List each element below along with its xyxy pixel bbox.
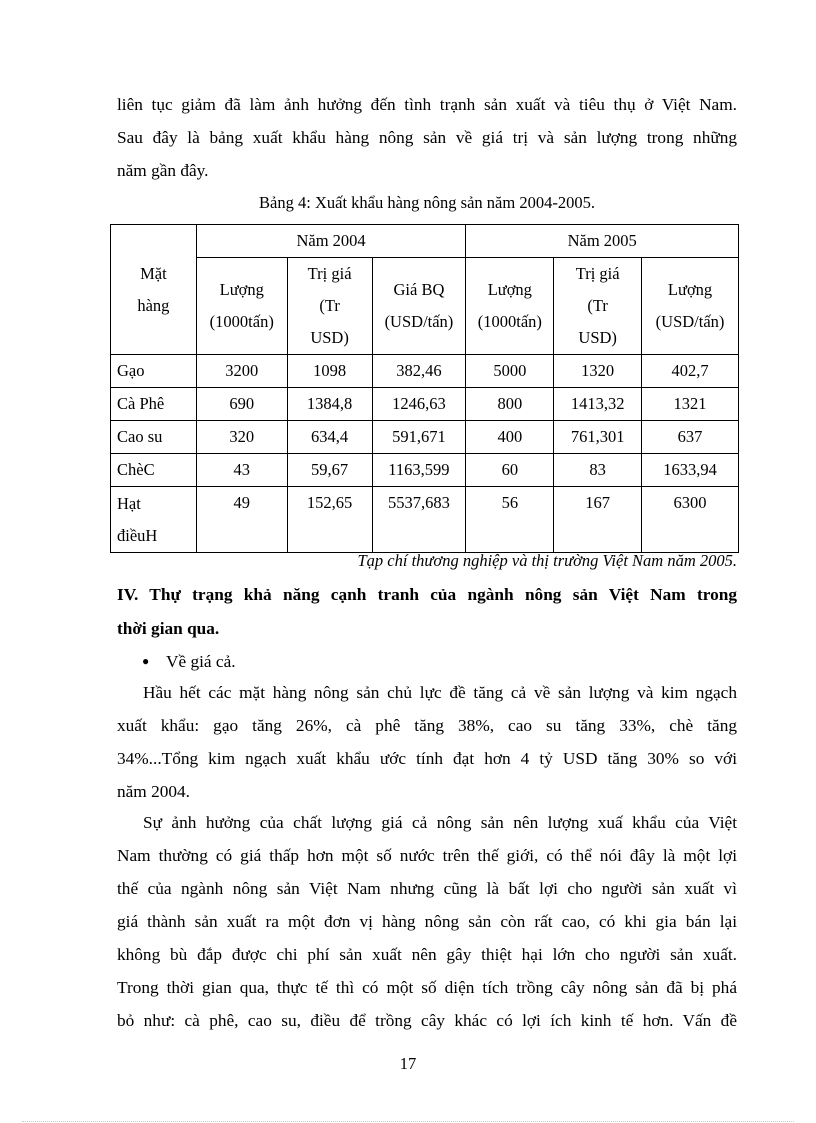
table-row — [111, 355, 739, 388]
intro-paragraph — [117, 88, 737, 187]
heading-line: IV. Thự trạng khả năng cạnh tranh của ngành nông sản Việt Nam trong — [117, 585, 737, 604]
table-cell: 382,46 — [372, 355, 466, 388]
table-cell: 1633,94 — [642, 454, 739, 487]
sub-header-line: Lượng — [219, 280, 264, 299]
table-cell: 1321 — [642, 388, 739, 421]
row-name — [111, 487, 197, 553]
text-line: Trong thời gian qua, thực tế thì có một số diện tích trồng cây nông sản đã bị phá — [117, 978, 737, 997]
table-cell: 1413,32 — [554, 388, 642, 421]
table-cell: 152,65 — [287, 487, 372, 553]
table-cell: 59,67 — [287, 454, 372, 487]
text-line: liên tục giảm đã làm ảnh hưởng đến tình trạnh sản xuất và tiêu thụ ở Việt Nam. — [117, 95, 737, 114]
sub-header — [554, 258, 642, 355]
table-cell: 320 — [196, 421, 287, 454]
text-line: Hầu hết các mặt hàng nông sản chủ lực đề tăng cả về sản lượng và kim ngạch — [143, 683, 737, 702]
table-row — [111, 487, 739, 553]
section-heading — [117, 578, 737, 646]
text-line: xuất khẩu: gạo tăng 26%, cà phê tăng 38%, cao su tăng 33%, chè tăng — [117, 716, 737, 735]
sub-header-line: (Tr — [319, 296, 340, 315]
sub-header-line: (USD/tấn) — [384, 312, 454, 331]
table-cell: 49 — [196, 487, 287, 553]
text-line: Nam thường có giá thấp hơn một số nước trên thế giới, có thể nói đây là một lợi — [117, 846, 737, 865]
bullet-item — [142, 644, 236, 679]
table-cell: 43 — [196, 454, 287, 487]
row-name: Cao su — [111, 421, 197, 454]
sub-header — [372, 258, 466, 355]
table-caption: Bảng 4: Xuất khẩu hàng nông sản năm 2004-2005. — [259, 193, 595, 212]
table-source: Tạp chí thương nghiệp và thị trường Việt Nam năm 2005. — [357, 551, 737, 570]
text-line: 34%...Tổng kim ngạch xuất khẩu ước tính đạt hơn 4 tỷ USD tăng 30% so với — [117, 749, 737, 768]
text-line: năm gần đây. — [117, 161, 209, 180]
table-cell: 1246,63 — [372, 388, 466, 421]
table-cell: 5537,683 — [372, 487, 466, 553]
year-header-2005: Năm 2005 — [466, 225, 739, 258]
table-cell: 56 — [466, 487, 554, 553]
item-header-line: Mặt — [140, 263, 167, 283]
table-cell: 3200 — [196, 355, 287, 388]
sub-header-line: Lượng — [487, 280, 532, 299]
text-line: Sự ảnh hưởng của chất lượng giá cả nông sản nên lượng xuấ khẩu của Việt — [143, 813, 737, 832]
text-line: Sau đây là bảng xuất khẩu hàng nông sản về giá trị và sản lượng trong những — [117, 128, 737, 147]
table-cell: 591,671 — [372, 421, 466, 454]
table-cell: 800 — [466, 388, 554, 421]
table-row — [111, 454, 739, 487]
page-number: 17 — [399, 1054, 417, 1073]
table-cell: 1098 — [287, 355, 372, 388]
table-cell: 1163,599 — [372, 454, 466, 487]
sub-header — [466, 258, 554, 355]
sub-header-line: (USD/tấn) — [655, 312, 725, 331]
sub-header-line: Trị giá — [307, 264, 352, 283]
table-cell: 6300 — [642, 487, 739, 553]
text-line: không bù đắp được chi phí sản xuất nên gây thiệt hại lớn cho người sản xuất. — [117, 945, 737, 964]
sub-header-line: (1000tấn) — [477, 312, 542, 331]
table-row — [111, 421, 739, 454]
table-row — [111, 388, 739, 421]
sub-header — [196, 258, 287, 355]
sub-header-line: USD) — [310, 328, 349, 347]
table-cell: 634,4 — [287, 421, 372, 454]
table-cell: 1384,8 — [287, 388, 372, 421]
year-header-2004: Năm 2004 — [196, 225, 466, 258]
sub-header-line: Giá BQ — [393, 280, 445, 299]
table-cell: 690 — [196, 388, 287, 421]
text-line: năm 2004. — [117, 782, 190, 801]
export-table — [110, 224, 739, 553]
table-cell: 167 — [554, 487, 642, 553]
item-header-line: hàng — [137, 295, 170, 315]
table-cell: 60 — [466, 454, 554, 487]
row-name-line: Hạt — [117, 493, 141, 513]
sub-header-line: Lượng — [667, 280, 713, 299]
text-line: thế của ngành nông sản Việt Nam nhưng cũng là bất lợi cho người sản xuất vì — [117, 879, 737, 898]
sub-header — [642, 258, 739, 355]
sub-header — [287, 258, 372, 355]
row-name: Gạo — [111, 355, 197, 388]
table-cell: 400 — [466, 421, 554, 454]
footer-divider — [22, 1121, 794, 1122]
sub-header-line: (1000tấn) — [209, 312, 274, 331]
text-line: giá thành sản xuất ra một đơn vị hàng nông sản còn rất cao, có khi gia bán lại — [117, 912, 737, 931]
text-line: bỏ như: cà phê, cao su, điều để trồng cây khác có lợi ích kinh tế hơn. Vấn đề — [117, 1011, 737, 1030]
table-cell: 761,301 — [554, 421, 642, 454]
table-cell: 402,7 — [642, 355, 739, 388]
bullet-text: Về giá cả. — [166, 652, 236, 671]
table-cell: 5000 — [466, 355, 554, 388]
table-cell: 83 — [554, 454, 642, 487]
sub-header-line: USD) — [578, 328, 617, 347]
table-cell: 1320 — [554, 355, 642, 388]
paragraph-1 — [117, 676, 737, 808]
heading-line: thời gian qua. — [117, 619, 220, 638]
paragraph-2 — [117, 806, 737, 1037]
sub-header-line: (Tr — [587, 296, 608, 315]
row-name: Cà Phê — [111, 388, 197, 421]
row-name: ChèC — [111, 454, 197, 487]
sub-header-line: Trị giá — [575, 264, 620, 283]
item-header — [111, 225, 197, 355]
row-name-line: điềuH — [117, 525, 158, 545]
bullet-dot-icon: ● — [142, 654, 150, 668]
table-cell: 637 — [642, 421, 739, 454]
